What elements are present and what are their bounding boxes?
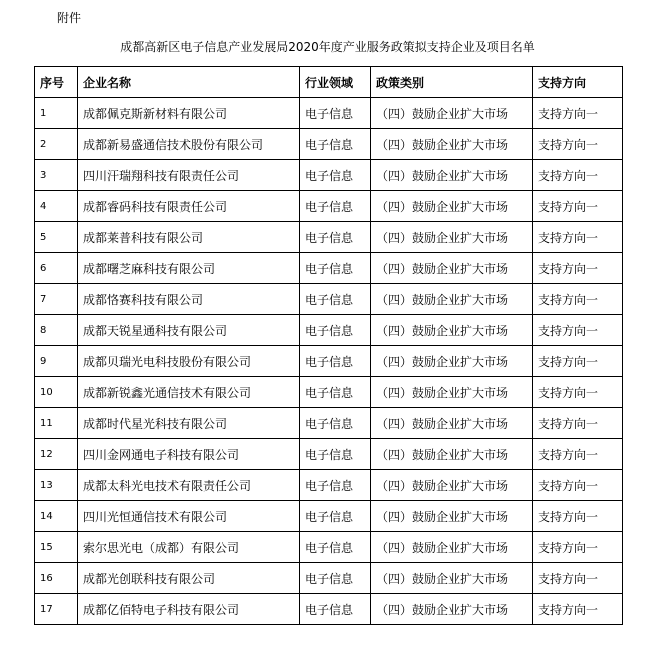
table-row bbox=[35, 315, 623, 346]
row-support-direction: 支持方向一 bbox=[533, 160, 623, 191]
table-row bbox=[35, 377, 623, 408]
row-company-name: 四川金网通电子科技有限公司 bbox=[78, 439, 300, 470]
row-policy-category: （四）鼓励企业扩大市场 bbox=[371, 191, 533, 222]
row-industry: 电子信息 bbox=[300, 532, 371, 563]
row-company-name: 成都亿佰特电子科技有限公司 bbox=[78, 594, 300, 625]
row-policy-category: （四）鼓励企业扩大市场 bbox=[371, 377, 533, 408]
row-serial-number: 2 bbox=[35, 129, 78, 160]
row-support-direction: 支持方向一 bbox=[533, 253, 623, 284]
table-body bbox=[35, 98, 623, 625]
table-row bbox=[35, 439, 623, 470]
row-company-name: 成都佩克斯新材料有限公司 bbox=[78, 98, 300, 129]
row-policy-category: （四）鼓励企业扩大市场 bbox=[371, 284, 533, 315]
row-support-direction: 支持方向一 bbox=[533, 594, 623, 625]
row-policy-category: （四）鼓励企业扩大市场 bbox=[371, 501, 533, 532]
table-row bbox=[35, 470, 623, 501]
row-policy-category: （四）鼓励企业扩大市场 bbox=[371, 594, 533, 625]
row-industry: 电子信息 bbox=[300, 346, 371, 377]
row-serial-number: 5 bbox=[35, 222, 78, 253]
row-policy-category: （四）鼓励企业扩大市场 bbox=[371, 470, 533, 501]
row-policy-category: （四）鼓励企业扩大市场 bbox=[371, 408, 533, 439]
row-policy-category: （四）鼓励企业扩大市场 bbox=[371, 315, 533, 346]
row-policy-category: （四）鼓励企业扩大市场 bbox=[371, 532, 533, 563]
row-industry: 电子信息 bbox=[300, 222, 371, 253]
row-company-name: 成都光创联科技有限公司 bbox=[78, 563, 300, 594]
row-support-direction: 支持方向一 bbox=[533, 222, 623, 253]
row-support-direction: 支持方向一 bbox=[533, 377, 623, 408]
row-support-direction: 支持方向一 bbox=[533, 98, 623, 129]
row-support-direction: 支持方向一 bbox=[533, 501, 623, 532]
table-row bbox=[35, 408, 623, 439]
row-company-name: 索尔思光电（成都）有限公司 bbox=[78, 532, 300, 563]
table-row bbox=[35, 129, 623, 160]
row-serial-number: 13 bbox=[35, 470, 78, 501]
row-serial-number: 9 bbox=[35, 346, 78, 377]
header-company-name: 企业名称 bbox=[78, 67, 300, 98]
table-row bbox=[35, 594, 623, 625]
row-company-name: 成都天锐星通科技有限公司 bbox=[78, 315, 300, 346]
row-industry: 电子信息 bbox=[300, 253, 371, 284]
row-serial-number: 11 bbox=[35, 408, 78, 439]
row-industry: 电子信息 bbox=[300, 501, 371, 532]
row-serial-number: 1 bbox=[35, 98, 78, 129]
row-industry: 电子信息 bbox=[300, 439, 371, 470]
document-title: 成都高新区电子信息产业发展局2020年度产业服务政策拟支持企业及项目名单 bbox=[120, 40, 535, 54]
row-industry: 电子信息 bbox=[300, 191, 371, 222]
row-support-direction: 支持方向一 bbox=[533, 532, 623, 563]
row-serial-number: 17 bbox=[35, 594, 78, 625]
attachment-label: 附件 bbox=[57, 11, 82, 25]
row-serial-number: 6 bbox=[35, 253, 78, 284]
row-support-direction: 支持方向一 bbox=[533, 439, 623, 470]
row-company-name: 成都时代星光科技有限公司 bbox=[78, 408, 300, 439]
table-row bbox=[35, 284, 623, 315]
row-company-name: 成都贝瑞光电科技股份有限公司 bbox=[78, 346, 300, 377]
row-serial-number: 15 bbox=[35, 532, 78, 563]
table-row bbox=[35, 191, 623, 222]
row-support-direction: 支持方向一 bbox=[533, 315, 623, 346]
row-policy-category: （四）鼓励企业扩大市场 bbox=[371, 439, 533, 470]
table-row bbox=[35, 346, 623, 377]
row-company-name: 四川光恒通信技术有限公司 bbox=[78, 501, 300, 532]
row-industry: 电子信息 bbox=[300, 315, 371, 346]
table-row bbox=[35, 532, 623, 563]
row-company-name: 成都曙芝麻科技有限公司 bbox=[78, 253, 300, 284]
company-list-table bbox=[34, 66, 623, 625]
row-serial-number: 14 bbox=[35, 501, 78, 532]
row-support-direction: 支持方向一 bbox=[533, 346, 623, 377]
table-row bbox=[35, 98, 623, 129]
row-company-name: 成都睿码科技有限责任公司 bbox=[78, 191, 300, 222]
row-serial-number: 16 bbox=[35, 563, 78, 594]
row-serial-number: 7 bbox=[35, 284, 78, 315]
row-company-name: 成都太科光电技术有限责任公司 bbox=[78, 470, 300, 501]
row-industry: 电子信息 bbox=[300, 563, 371, 594]
row-support-direction: 支持方向一 bbox=[533, 563, 623, 594]
row-serial-number: 3 bbox=[35, 160, 78, 191]
row-policy-category: （四）鼓励企业扩大市场 bbox=[371, 160, 533, 191]
header-support-direction: 支持方向 bbox=[533, 67, 623, 98]
header-industry: 行业领域 bbox=[300, 67, 371, 98]
row-industry: 电子信息 bbox=[300, 160, 371, 191]
row-company-name: 四川汗瑞翔科技有限责任公司 bbox=[78, 160, 300, 191]
row-company-name: 成都新易盛通信技术股份有限公司 bbox=[78, 129, 300, 160]
header-policy-category: 政策类别 bbox=[371, 67, 533, 98]
table-row bbox=[35, 160, 623, 191]
table-row bbox=[35, 563, 623, 594]
row-industry: 电子信息 bbox=[300, 470, 371, 501]
table-header-row bbox=[35, 67, 623, 98]
row-serial-number: 4 bbox=[35, 191, 78, 222]
row-serial-number: 10 bbox=[35, 377, 78, 408]
row-policy-category: （四）鼓励企业扩大市场 bbox=[371, 253, 533, 284]
table-row bbox=[35, 501, 623, 532]
row-company-name: 成都莱普科技有限公司 bbox=[78, 222, 300, 253]
row-serial-number: 12 bbox=[35, 439, 78, 470]
row-policy-category: （四）鼓励企业扩大市场 bbox=[371, 222, 533, 253]
row-policy-category: （四）鼓励企业扩大市场 bbox=[371, 98, 533, 129]
row-industry: 电子信息 bbox=[300, 98, 371, 129]
header-serial-number: 序号 bbox=[35, 67, 78, 98]
row-industry: 电子信息 bbox=[300, 408, 371, 439]
row-support-direction: 支持方向一 bbox=[533, 470, 623, 501]
row-support-direction: 支持方向一 bbox=[533, 191, 623, 222]
table-row bbox=[35, 222, 623, 253]
row-support-direction: 支持方向一 bbox=[533, 129, 623, 160]
table-row bbox=[35, 253, 623, 284]
row-company-name: 成都新锐鑫光通信技术有限公司 bbox=[78, 377, 300, 408]
row-industry: 电子信息 bbox=[300, 377, 371, 408]
row-policy-category: （四）鼓励企业扩大市场 bbox=[371, 346, 533, 377]
row-industry: 电子信息 bbox=[300, 129, 371, 160]
row-industry: 电子信息 bbox=[300, 594, 371, 625]
row-company-name: 成都恪赛科技有限公司 bbox=[78, 284, 300, 315]
row-policy-category: （四）鼓励企业扩大市场 bbox=[371, 563, 533, 594]
row-industry: 电子信息 bbox=[300, 284, 371, 315]
row-policy-category: （四）鼓励企业扩大市场 bbox=[371, 129, 533, 160]
row-support-direction: 支持方向一 bbox=[533, 284, 623, 315]
row-support-direction: 支持方向一 bbox=[533, 408, 623, 439]
row-serial-number: 8 bbox=[35, 315, 78, 346]
